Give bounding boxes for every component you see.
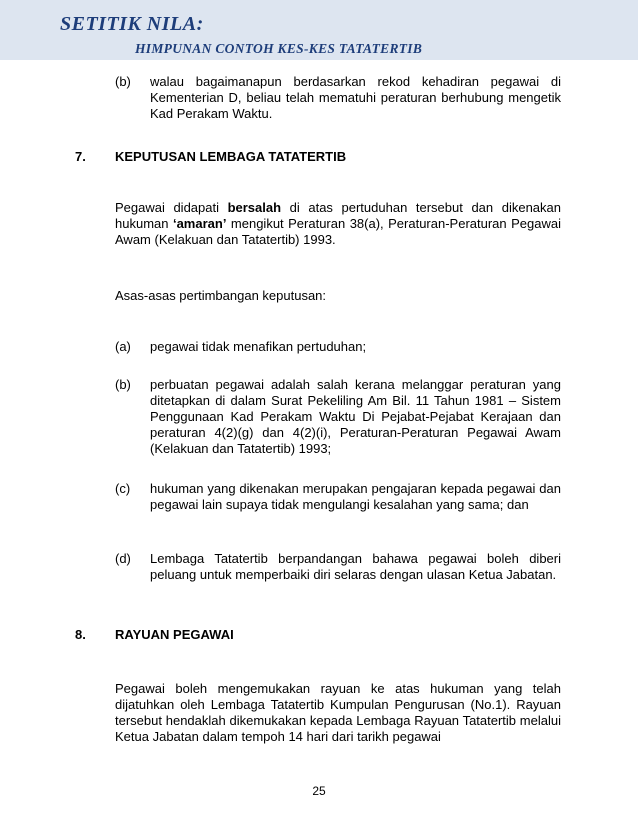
list-item-text: pegawai tidak menafikan pertuduhan; (150, 339, 367, 354)
section-7-number: 7. (75, 149, 86, 164)
list-item-label: (c) (115, 481, 131, 496)
list-item-label: (d) (115, 551, 131, 566)
p1-text-c: mengikut Peraturan 38(a), Peraturan-Peraturan Pegawai Awam (Kelakuan dan Tatatertib) 1993. (115, 216, 561, 247)
p1-text-b: di atas pertuduhan tersebut dan dikenakan hukuman (115, 200, 561, 231)
p1-bold-bersalah: bersalah (227, 200, 282, 215)
section-8-paragraph: Pegawai boleh mengemukakan rayuan ke atas hukuman yang telah dijatuhkan oleh Lembaga Tatatertib Kumpulan Pengurusan (No.1). Rayuan tersebut hendaklah dikemukakan kepada Lembaga Rayuan Tatatertib melalui Ketua Jabatan dalam tempoh 14 hari dari tarikh pegawai (115, 681, 561, 744)
top-item-text: walau bagaimanapun berdasarkan rekod kehadiran pegawai di Kementerian D, beliau telah mematuhi peraturan berhubung mengetik Kad Perakam Waktu. (150, 74, 561, 121)
header-subtitle: HIMPUNAN CONTOH KES-KES TATATERTIB (135, 41, 423, 56)
section-7-paragraph-1 (115, 200, 561, 248)
header-title: SETITIK NILA: (60, 13, 204, 35)
list-item-text: hukuman yang dikenakan merupakan pengajaran kepada pegawai dan pegawai lain supaya tidak mengulangi kesalahan yang sama; dan (150, 481, 561, 512)
list-item-label: (a) (115, 339, 131, 354)
p1-text-a: Pegawai didapati (115, 200, 228, 215)
section-7-title: KEPUTUSAN LEMBAGA TATATERTIB (115, 149, 347, 164)
page-number: 25 (312, 784, 326, 798)
section-8-number: 8. (75, 627, 86, 642)
list-item-text: perbuatan pegawai adalah salah kerana melanggar peraturan yang ditetapkan di dalam Surat Pekeliling Am Bil. 11 Tahun 1981 – Sistem Penggunaan Kad Perakam Waktu Di Pejabat-Pejabat Kerajaan dan peraturan 4(2)(g) dan 4(2)(i), Peraturan-Peraturan Pegawai Awam (Kelakuan dan Tatatertib) 1993; (150, 377, 561, 456)
section-7-paragraph-2: Asas-asas pertimbangan keputusan: (115, 288, 327, 303)
list-item-label: (b) (115, 377, 131, 392)
section-8-title: RAYUAN PEGAWAI (115, 627, 234, 642)
p1-bold-amaran: ‘amaran’ (172, 216, 227, 231)
list-item-text: Lembaga Tatatertib berpandangan bahawa pegawai boleh diberi peluang untuk memperbaiki diri selaras dengan ulasan Ketua Jabatan. (150, 551, 561, 582)
top-item-label: (b) (115, 74, 131, 89)
page-header (0, 0, 638, 60)
